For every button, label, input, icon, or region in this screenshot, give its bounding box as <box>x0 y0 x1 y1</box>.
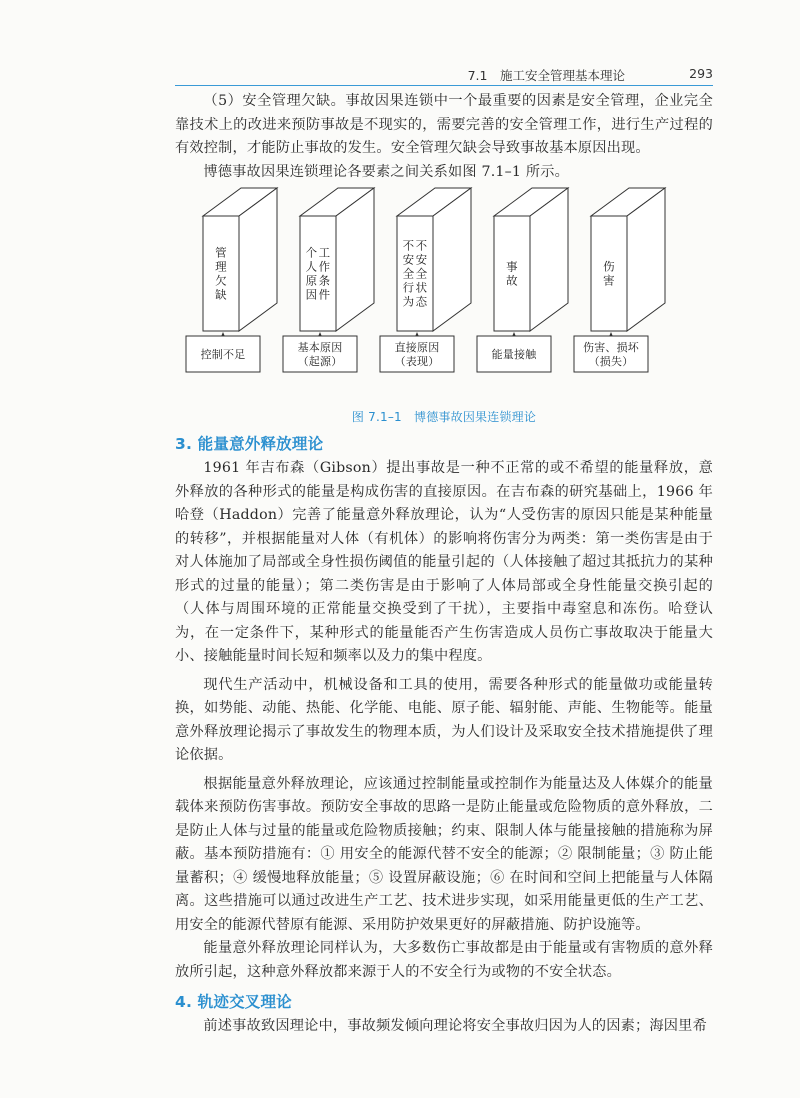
cause-label-text: 伤害、损坏 <box>583 341 639 354</box>
block-label-char: 件 <box>318 287 331 302</box>
block-label-char: 伤 <box>603 259 615 274</box>
block-label-char: 全 <box>402 266 415 281</box>
block-label-char: 人 <box>305 259 318 274</box>
block-label-char: 原 <box>305 273 318 288</box>
block-label-char: 因 <box>305 287 318 302</box>
page-body <box>175 90 713 1039</box>
paragraph-energy-theory: 1961 年吉布森（Gibson）提出事故是一种不正常的或不希望的能量释放，意外释放的各种形式的能量是构成伤害的直接原因。在吉布森的研究基础上，1966 年哈登（Haddon）完善了能量意外释放理论，认为“人受伤害的原因只能是某种能量的转移”，并根据能量对人体（有机体）的影响将伤害分为两类：第一类伤害是由于对人体施加了局部或全身性损伤阈值的能量引起的（人体接触了超过其抵抗力的某种形式的过量的能量）；第二类伤害是由于影响了人体局部或全身性能量交换引起的（人体与周围环境的正常能量交换受到了干扰），主要指中毒窒息和冻伤。哈登认为，在一定条件下，某种形式的能量能否产生伤害造成人员伤亡事故取决于能量大小、接触能量时间长短和频率以及力的集中程度。 <box>175 460 713 664</box>
heading-energy-release: 3. 能量意外释放理论 <box>175 435 324 453</box>
cause-label-text: 控制不足 <box>200 348 246 361</box>
block-label-char: 事 <box>506 259 518 274</box>
page-number: 293 <box>689 66 713 81</box>
cause-label-text: （起源） <box>297 355 343 368</box>
block-label-char: 全 <box>415 266 428 281</box>
paragraph-figure-intro: 博德事故因果连锁理论各要素之间关系如图 7.1–1 所示。 <box>203 163 570 180</box>
cause-label-text: （表现） <box>394 355 440 368</box>
paragraph-energy-conclusion: 能量意外释放理论同样认为，大多数伤亡事故都是由于能量或有害物质的意外释放所引起，这种意外释放都来源于人的不安全行为或物的不安全状态。 <box>175 940 713 980</box>
heading-trajectory-crossing: 4. 轨迹交叉理论 <box>175 993 292 1011</box>
cause-label-text: （损失） <box>588 355 634 368</box>
block-label-char: 工 <box>318 245 331 260</box>
block-label-char: 状 <box>415 280 428 295</box>
block-label-char: 态 <box>415 294 428 309</box>
block-label-char: 个 <box>305 245 318 260</box>
block-label-char: 欠 <box>215 273 227 288</box>
cause-label-text: 基本原因 <box>297 341 343 354</box>
block-label-char: 管 <box>215 245 227 260</box>
block-label-char: 不 <box>415 238 428 253</box>
block-label-char: 行 <box>402 280 415 295</box>
block-label-char: 为 <box>402 294 415 309</box>
block-label-char: 安 <box>402 252 415 267</box>
block-label-char: 理 <box>215 259 227 274</box>
paragraph-management-deficiency: （5）安全管理欠缺。事故因果连锁中一个最重要的因素是安全管理，企业完全靠技术上的改进来预防事故是不现实的，需要完善的安全管理工作，进行生产过程的有效控制，才能防止事故的发生。安全管理欠缺会导致事故基本原因出现。 <box>175 93 713 156</box>
cause-label-text: 能量接触 <box>491 348 537 361</box>
block-label-char: 条 <box>318 273 331 288</box>
domino-figure <box>175 184 713 406</box>
running-header <box>175 64 713 84</box>
cause-label-text: 直接原因 <box>394 341 440 354</box>
figure-caption: 图 7.1–1 博德事故因果连锁理论 <box>351 410 537 424</box>
paragraph-prevention-measures: 根据能量意外释放理论，应该通过控制能量或控制作为能量达及人体媒介的能量载体来预防伤害事故。预防安全事故的思路一是防止能量或危险物质的意外释放，二是防止人体与过量的能量或危险物质接触；约束、限制人体与能量接触的措施称为屏蔽。基本预防措施有：① 用安全的能源代替不安全的能源；② 限制能量；③ 防止能量蓄积；④ 缓慢地释放能量；⑤ 设置屏蔽设施；⑥ 在时间和空间上把能量与人体隔离。这些措施可以通过改进生产工艺、技术进步实现，如采用能量更低的生产工艺、用安全的能源代替原有能源、采用防护效果更好的屏蔽措施、防护设施等。 <box>175 775 713 933</box>
section-title: 7.1 施工安全管理基本理论 <box>467 68 625 83</box>
paragraph-trajectory-intro: 前述事故致因理论中，事故频发倾向理论将安全事故归因为人的因素；海因里希 <box>203 1018 707 1034</box>
block-label-char: 缺 <box>215 287 227 302</box>
block-label-char: 故 <box>506 273 518 288</box>
paragraph-modern-production: 现代生产活动中，机械设备和工具的使用，需要各种形式的能量做功或能量转换，如势能、动能、热能、化学能、电能、原子能、辐射能、声能、生物能等。能量意外释放理论揭示了事故发生的物理本质，为人们设计及采取安全技术措施提供了理论依据。 <box>175 676 713 763</box>
block-label-char: 安 <box>415 252 428 267</box>
domino-diagram <box>175 184 713 406</box>
block-label-char: 不 <box>402 238 415 253</box>
block-label-char: 害 <box>603 273 615 288</box>
header-rule <box>175 85 713 86</box>
block-label-char: 作 <box>318 259 331 274</box>
